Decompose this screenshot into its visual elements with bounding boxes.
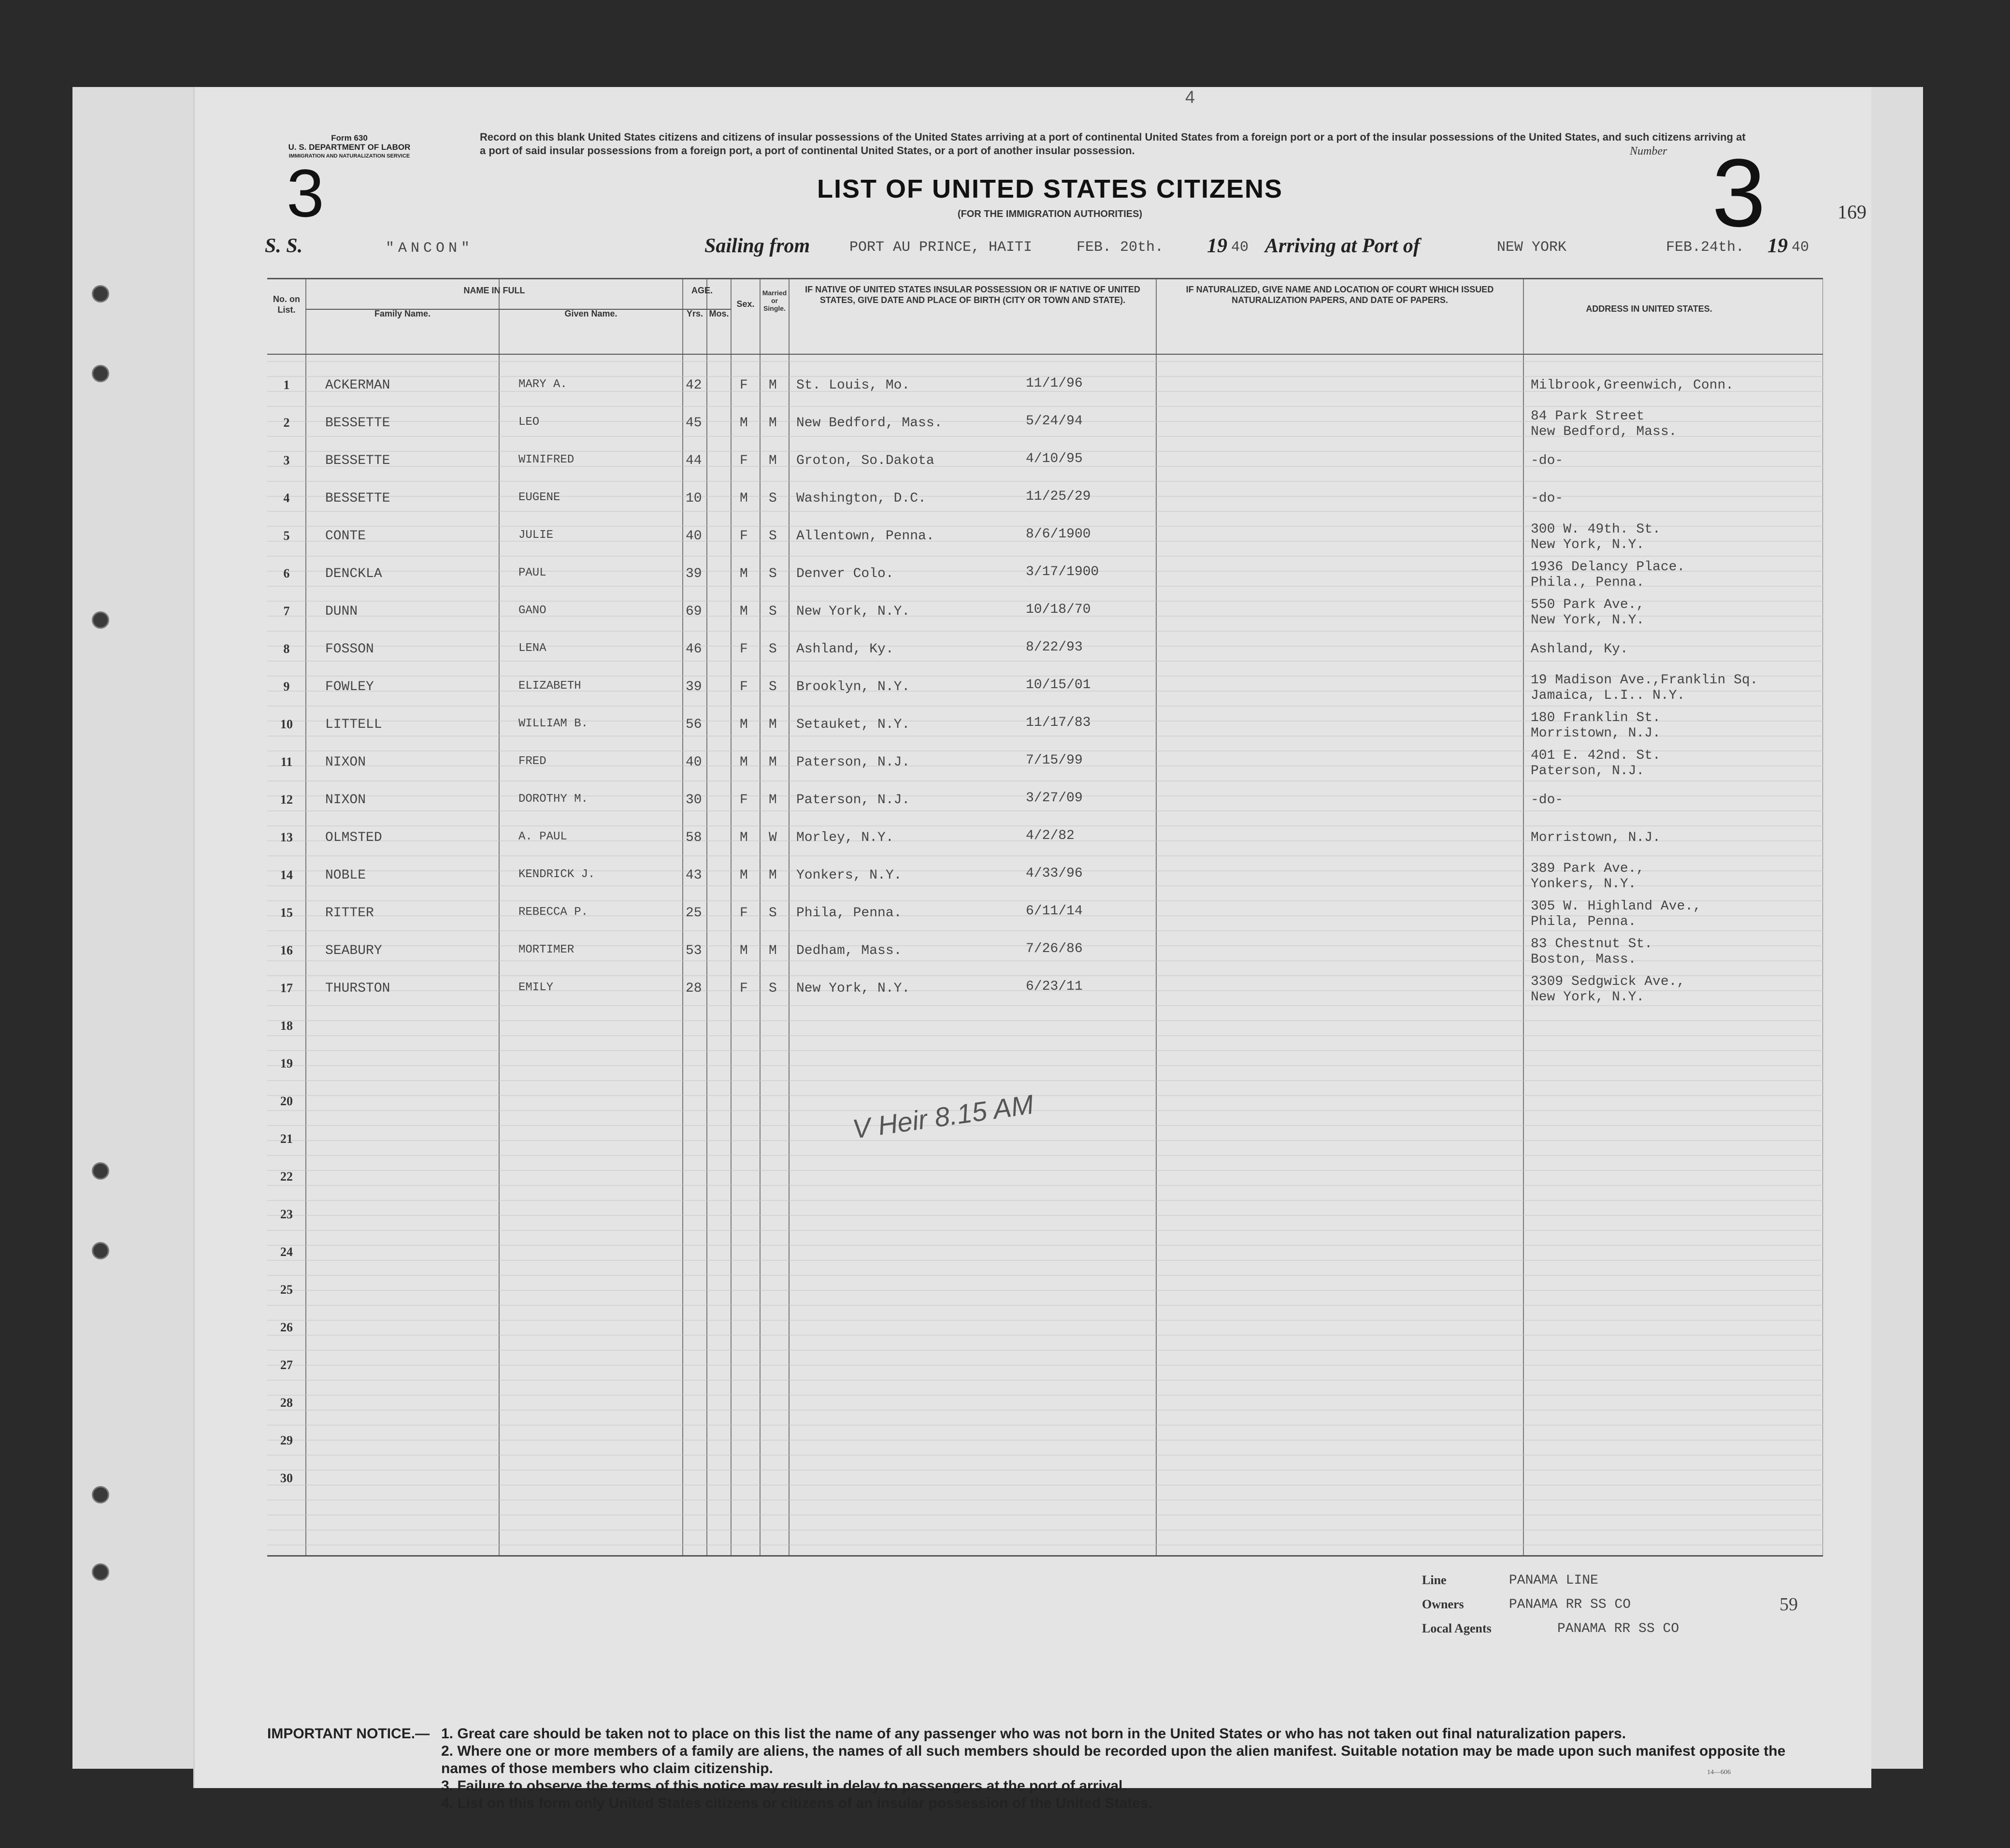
sex: F bbox=[740, 981, 748, 996]
table-row bbox=[267, 635, 1823, 673]
row-number: 11 bbox=[280, 755, 293, 769]
row-number: 12 bbox=[280, 793, 293, 807]
sex: M bbox=[740, 416, 748, 431]
table-row bbox=[267, 673, 1823, 710]
marital-status: S bbox=[769, 604, 777, 619]
birth-date: 11/17/83 bbox=[1026, 715, 1091, 730]
row-number: 19 bbox=[280, 1056, 293, 1070]
table-row bbox=[267, 748, 1823, 786]
binder-hole bbox=[92, 1563, 109, 1581]
table-row bbox=[267, 522, 1823, 560]
age-years: 39 bbox=[686, 566, 702, 581]
age-years: 42 bbox=[686, 378, 702, 393]
notice-item: 4. List on this form only United States citizens or citizens of an insular possession of the United States. bbox=[441, 1795, 1152, 1811]
row-number: 13 bbox=[280, 830, 293, 844]
row-number: 20 bbox=[280, 1094, 293, 1108]
form-instructions: Record on this blank United States citizens and citizens of insular possessions of the United States arriving at a port of continental United States from a foreign port or a port of the insular possessions of the United States, and such citizens arriving at a port of said insular possessions from a foreign port, a port of continental United States, or a port of another insular possession. bbox=[480, 131, 1746, 157]
row-number: 1 bbox=[283, 378, 290, 392]
family-name: BESSETTE bbox=[325, 491, 390, 506]
year-prefix: 19 bbox=[1207, 235, 1227, 257]
number-label: Number bbox=[1630, 145, 1667, 158]
address-line-1: 1936 Delancy Place. bbox=[1531, 560, 1685, 575]
header-mos: Mos. bbox=[709, 309, 729, 318]
given-name: A. PAUL bbox=[518, 830, 567, 843]
family-name: DUNN bbox=[325, 604, 358, 619]
address-line-1: Morristown, N.J. bbox=[1531, 830, 1661, 845]
handwritten-list-number: 3 bbox=[1712, 139, 1766, 247]
marital-status: M bbox=[769, 943, 777, 958]
family-name: NIXON bbox=[325, 755, 366, 770]
sex: M bbox=[740, 566, 748, 581]
address-line-2: New York, N.Y. bbox=[1531, 990, 1645, 1005]
birth-date: 7/15/99 bbox=[1026, 753, 1083, 768]
row-number: 18 bbox=[280, 1019, 293, 1033]
row-number: 21 bbox=[280, 1132, 293, 1146]
sex: F bbox=[740, 529, 748, 544]
address-line-1: 300 W. 49th. St. bbox=[1531, 522, 1661, 537]
notice-item: 2. Where one or more members of a family are aliens, the names of all such members should be recorded upon the alien manifest. Suitable notation may be made upon such manifest opposite the names of those members who claim citizenship. bbox=[441, 1743, 1786, 1776]
form-code: 14—606 bbox=[1707, 1769, 1731, 1776]
given-name: GANO bbox=[518, 604, 546, 617]
birth-date: 4/33/96 bbox=[1026, 866, 1083, 881]
sailing-date: FEB. 20th. bbox=[1077, 239, 1164, 256]
address-line-1: Milbrook,Greenwich, Conn. bbox=[1531, 378, 1734, 393]
marital-status: M bbox=[769, 755, 777, 770]
header-no-on-list: No. on List. bbox=[273, 294, 300, 315]
birth-place: Brooklyn, N.Y. bbox=[796, 679, 910, 694]
age-years: 45 bbox=[686, 416, 702, 431]
family-name: NOBLE bbox=[325, 868, 366, 883]
birth-place: St. Louis, Mo. bbox=[796, 378, 910, 393]
family-name: THURSTON bbox=[325, 981, 390, 996]
sex: F bbox=[740, 378, 748, 393]
address-line-2: Yonkers, N.Y. bbox=[1531, 877, 1637, 892]
binder-hole bbox=[92, 1242, 109, 1259]
row-number: 22 bbox=[280, 1169, 293, 1184]
given-name: JULIE bbox=[518, 529, 554, 542]
row-number: 28 bbox=[280, 1396, 293, 1410]
birth-place: Denver Colo. bbox=[796, 566, 894, 581]
notice-heading: IMPORTANT NOTICE.— bbox=[267, 1726, 430, 1742]
age-years: 56 bbox=[686, 717, 702, 732]
marital-status: M bbox=[769, 868, 777, 883]
local-agents-value: PANAMA RR SS CO bbox=[1557, 1621, 1680, 1636]
form-number: Form 630 bbox=[331, 133, 368, 143]
birth-date: 7/26/86 bbox=[1026, 941, 1083, 956]
table-row bbox=[267, 823, 1823, 861]
sex: F bbox=[740, 453, 748, 468]
address-line-2: Boston, Mass. bbox=[1531, 952, 1637, 967]
table-row bbox=[267, 560, 1823, 597]
birth-date: 11/25/29 bbox=[1026, 489, 1091, 504]
family-name: BESSETTE bbox=[325, 416, 390, 431]
binder-hole bbox=[92, 1486, 109, 1503]
page-stamp: 169 bbox=[1838, 201, 1866, 223]
address-line-2: Phila., Penna. bbox=[1531, 575, 1645, 590]
row-number: 10 bbox=[280, 717, 293, 731]
marital-status: M bbox=[769, 793, 777, 808]
birth-place: Paterson, N.J. bbox=[796, 755, 910, 770]
sex: F bbox=[740, 642, 748, 657]
ss-label: S. S. bbox=[265, 235, 303, 257]
row-number: 4 bbox=[283, 491, 290, 505]
sex: M bbox=[740, 943, 748, 958]
address-line-1: -do- bbox=[1531, 491, 1564, 506]
year-prefix: 19 bbox=[1767, 235, 1788, 257]
marital-status: M bbox=[769, 453, 777, 468]
age-years: 69 bbox=[686, 604, 702, 619]
birth-place: New Bedford, Mass. bbox=[796, 416, 943, 431]
header-given-name: Given Name. bbox=[564, 309, 617, 318]
row-number: 27 bbox=[280, 1358, 293, 1372]
marital-status: W bbox=[769, 830, 777, 845]
row-number: 2 bbox=[283, 416, 290, 430]
row-number: 29 bbox=[280, 1433, 293, 1447]
department-name: U. S. DEPARTMENT OF LABOR bbox=[288, 143, 411, 152]
row-number: 15 bbox=[280, 906, 293, 920]
sailing-year: 40 bbox=[1231, 239, 1249, 256]
age-years: 46 bbox=[686, 642, 702, 657]
table-row bbox=[267, 937, 1823, 974]
age-years: 39 bbox=[686, 679, 702, 694]
voyage-line bbox=[265, 234, 1809, 257]
marital-status: M bbox=[769, 378, 777, 393]
birth-place: New York, N.Y. bbox=[796, 981, 910, 996]
notice-item: 1. Great care should be taken not to place on this list the name of any passenger who was not born in the United States or who has not taken out final naturalization papers. bbox=[441, 1726, 1626, 1742]
given-name: MARY A. bbox=[518, 378, 567, 391]
table-row bbox=[267, 861, 1823, 899]
address-line-1: 3309 Sedgwick Ave., bbox=[1531, 974, 1685, 989]
marital-status: M bbox=[769, 717, 777, 732]
address-line-1: -do- bbox=[1531, 453, 1564, 468]
binder-hole bbox=[92, 365, 109, 382]
family-name: FOSSON bbox=[325, 642, 374, 657]
manifest-sheet bbox=[193, 87, 1871, 1811]
sex: M bbox=[740, 830, 748, 845]
address-line-2: Phila, Penna. bbox=[1531, 914, 1637, 929]
sex: M bbox=[740, 491, 748, 506]
given-name: WINIFRED bbox=[518, 453, 574, 466]
ship-name: "ANCON" bbox=[386, 240, 474, 257]
sex: M bbox=[740, 604, 748, 619]
marital-status: S bbox=[769, 679, 777, 694]
birth-place: Phila, Penna. bbox=[796, 906, 902, 921]
page-title: LIST OF UNITED STATES CITIZENS bbox=[817, 174, 1283, 203]
given-name: REBECCA P. bbox=[518, 906, 589, 919]
service-name: IMMIGRATION AND NATURALIZATION SERVICE bbox=[288, 153, 410, 159]
page-subtitle: (FOR THE IMMIGRATION AUTHORITIES) bbox=[957, 209, 1143, 219]
marital-status: S bbox=[769, 491, 777, 506]
sex: F bbox=[740, 679, 748, 694]
age-years: 30 bbox=[686, 793, 702, 808]
binder-hole bbox=[92, 611, 109, 629]
sex: M bbox=[740, 868, 748, 883]
marital-status: M bbox=[769, 416, 777, 431]
family-name: NIXON bbox=[325, 793, 366, 808]
family-name: BESSETTE bbox=[325, 453, 390, 468]
marital-status: S bbox=[769, 906, 777, 921]
sex: F bbox=[740, 906, 748, 921]
binder-hole bbox=[92, 1162, 109, 1180]
header-yrs: Yrs. bbox=[686, 309, 704, 318]
line-value: PANAMA LINE bbox=[1509, 1573, 1598, 1588]
age-years: 58 bbox=[686, 830, 702, 845]
address-line-2: Morristown, N.J. bbox=[1531, 726, 1661, 741]
birth-date: 3/17/1900 bbox=[1026, 564, 1099, 579]
header-family-name: Family Name. bbox=[374, 309, 431, 318]
address-line-1: 84 Park Street bbox=[1531, 409, 1645, 424]
sex: F bbox=[740, 793, 748, 808]
bottom-number: 59 bbox=[1780, 1594, 1798, 1615]
arriving-year: 40 bbox=[1792, 239, 1809, 256]
sailing-port: PORT AU PRINCE, HAITI bbox=[849, 239, 1033, 256]
row-number: 3 bbox=[283, 453, 290, 467]
birth-date: 8/22/93 bbox=[1026, 640, 1083, 655]
birth-place: Ashland, Ky. bbox=[796, 642, 894, 657]
local-agents-label: Local Agents bbox=[1422, 1621, 1492, 1635]
table-row bbox=[267, 447, 1823, 484]
address-line-2: Jamaica, L.I.. N.Y. bbox=[1531, 688, 1685, 703]
address-line-1: 305 W. Highland Ave., bbox=[1531, 899, 1701, 914]
given-name: ELIZABETH bbox=[518, 679, 581, 693]
header-married-single: Married or Single. bbox=[762, 289, 787, 312]
birth-place: Allentown, Penna. bbox=[796, 529, 934, 544]
sex: M bbox=[740, 755, 748, 770]
address-line-1: Ashland, Ky. bbox=[1531, 642, 1628, 657]
family-name: CONTE bbox=[325, 529, 366, 544]
address-line-1: 389 Park Ave., bbox=[1531, 861, 1645, 876]
birth-date: 10/18/70 bbox=[1026, 602, 1091, 617]
given-name: LEO bbox=[518, 416, 540, 429]
header-birth: IF NATIVE OF UNITED STATES INSULAR POSSESSION OR IF NATIVE OF UNITED STATES, GIVE DATE AND PLACE OF BIRTH (CITY OR TOWN AND STATE). bbox=[805, 285, 1140, 305]
handwritten-number-left: 3 bbox=[287, 155, 324, 231]
address-line-2: New York, N.Y. bbox=[1531, 613, 1645, 628]
family-name: DENCKLA bbox=[325, 566, 382, 581]
row-number: 30 bbox=[280, 1471, 293, 1485]
header-name-in-full: NAME IN FULL bbox=[463, 286, 525, 295]
arriving-label: Arriving at Port of bbox=[1265, 235, 1420, 257]
given-name: DOROTHY M. bbox=[518, 793, 589, 806]
row-number: 25 bbox=[280, 1283, 293, 1297]
birth-place: New York, N.Y. bbox=[796, 604, 910, 619]
age-years: 53 bbox=[686, 943, 702, 958]
header-address: ADDRESS IN UNITED STATES. bbox=[1586, 304, 1712, 314]
family-name: RITTER bbox=[325, 906, 374, 921]
table-row bbox=[267, 974, 1823, 1012]
row-number: 23 bbox=[280, 1207, 293, 1221]
birth-place: Dedham, Mass. bbox=[796, 943, 902, 958]
birth-date: 8/6/1900 bbox=[1026, 527, 1091, 542]
notice-items bbox=[441, 1725, 1794, 1812]
arriving-port: NEW YORK bbox=[1497, 239, 1567, 256]
birth-date: 6/23/11 bbox=[1026, 979, 1083, 994]
given-name: FRED bbox=[518, 755, 546, 768]
owners-label: Owners bbox=[1422, 1597, 1464, 1611]
header-sex: Sex. bbox=[736, 299, 755, 309]
top-pencil-mark: 4 bbox=[1185, 87, 1195, 107]
notice-item: 3. Failure to observe the terms of this notice may result in delay to passengers at the port of arrival. bbox=[441, 1778, 1127, 1794]
row-number: 14 bbox=[280, 868, 293, 882]
row-number: 6 bbox=[283, 566, 290, 580]
birth-place: Washington, D.C. bbox=[796, 491, 926, 506]
sailing-from-label: Sailing from bbox=[704, 235, 810, 257]
table-row bbox=[267, 899, 1823, 937]
marital-status: S bbox=[769, 529, 777, 544]
address-line-2: New Bedford, Mass. bbox=[1531, 424, 1677, 439]
birth-date: 4/2/82 bbox=[1026, 828, 1075, 843]
address-line-2: New York, N.Y. bbox=[1531, 537, 1645, 552]
row-number: 7 bbox=[283, 604, 290, 618]
address-line-1: 180 Franklin St. bbox=[1531, 710, 1661, 725]
address-line-1: 550 Park Ave., bbox=[1531, 597, 1645, 612]
birth-place: Setauket, N.Y. bbox=[796, 717, 910, 732]
row-number: 26 bbox=[280, 1320, 293, 1334]
age-years: 10 bbox=[686, 491, 702, 506]
given-name: LENA bbox=[518, 642, 546, 655]
row-number: 5 bbox=[283, 529, 290, 543]
table-row bbox=[267, 484, 1823, 522]
marital-status: S bbox=[769, 642, 777, 657]
table-row bbox=[267, 786, 1823, 823]
age-years: 44 bbox=[686, 453, 702, 468]
table-row bbox=[267, 409, 1823, 447]
handwritten-note: V Heir 8.15 AM bbox=[850, 1089, 1036, 1144]
row-number: 17 bbox=[280, 981, 293, 995]
given-name: EUGENE bbox=[518, 491, 560, 504]
family-name: LITTELL bbox=[325, 717, 382, 732]
birth-place: Groton, So.Dakota bbox=[796, 453, 934, 468]
marital-status: S bbox=[769, 566, 777, 581]
owners-value: PANAMA RR SS CO bbox=[1509, 1597, 1631, 1612]
table-row bbox=[267, 371, 1823, 409]
birth-date: 4/10/95 bbox=[1026, 451, 1083, 466]
row-number: 24 bbox=[280, 1245, 293, 1259]
address-line-1: 401 E. 42nd. St. bbox=[1531, 748, 1661, 763]
family-name: ACKERMAN bbox=[325, 378, 390, 393]
birth-date: 3/27/09 bbox=[1026, 791, 1083, 806]
row-number: 8 bbox=[283, 642, 290, 656]
age-years: 40 bbox=[686, 755, 702, 770]
birth-date: 5/24/94 bbox=[1026, 414, 1083, 429]
arriving-date: FEB.24th. bbox=[1666, 239, 1745, 256]
given-name: EMILY bbox=[518, 981, 554, 994]
family-name: SEABURY bbox=[325, 943, 382, 958]
given-name: PAUL bbox=[518, 566, 546, 579]
age-years: 25 bbox=[686, 906, 702, 921]
birth-place: Paterson, N.J. bbox=[796, 793, 910, 808]
address-line-2: Paterson, N.J. bbox=[1531, 764, 1645, 779]
given-name: MORTIMER bbox=[518, 943, 574, 956]
address-line-1: 83 Chestnut St. bbox=[1531, 937, 1653, 952]
birth-date: 6/11/14 bbox=[1026, 904, 1083, 919]
marital-status: S bbox=[769, 981, 777, 996]
table-row bbox=[267, 710, 1823, 748]
age-years: 43 bbox=[686, 868, 702, 883]
rows-layer bbox=[267, 279, 1823, 1555]
birth-date: 10/15/01 bbox=[1026, 678, 1091, 693]
birth-place: Morley, N.Y. bbox=[796, 830, 894, 845]
given-name: KENDRICK J. bbox=[518, 868, 595, 881]
given-name: WILLIAM B. bbox=[518, 717, 589, 730]
binder-hole bbox=[92, 285, 109, 303]
row-number: 9 bbox=[283, 679, 290, 693]
line-label: Line bbox=[1422, 1573, 1447, 1587]
row-number: 16 bbox=[280, 943, 293, 957]
address-line-1: -do- bbox=[1531, 793, 1564, 808]
address-line-1: 19 Madison Ave.,Franklin Sq. bbox=[1531, 673, 1758, 688]
birth-date: 11/1/96 bbox=[1026, 376, 1083, 391]
birth-place: Yonkers, N.Y. bbox=[796, 868, 902, 883]
family-name: FOWLEY bbox=[325, 679, 374, 694]
header-naturalized: IF NATURALIZED, GIVE NAME AND LOCATION OF COURT WHICH ISSUED NATURALIZATION PAPERS, AND DATE OF PAPERS. bbox=[1186, 285, 1494, 305]
age-years: 28 bbox=[686, 981, 702, 996]
family-name: OLMSTED bbox=[325, 830, 382, 845]
header-age: AGE. bbox=[691, 286, 713, 295]
age-years: 40 bbox=[686, 529, 702, 544]
table-row bbox=[267, 597, 1823, 635]
sex: M bbox=[740, 717, 748, 732]
